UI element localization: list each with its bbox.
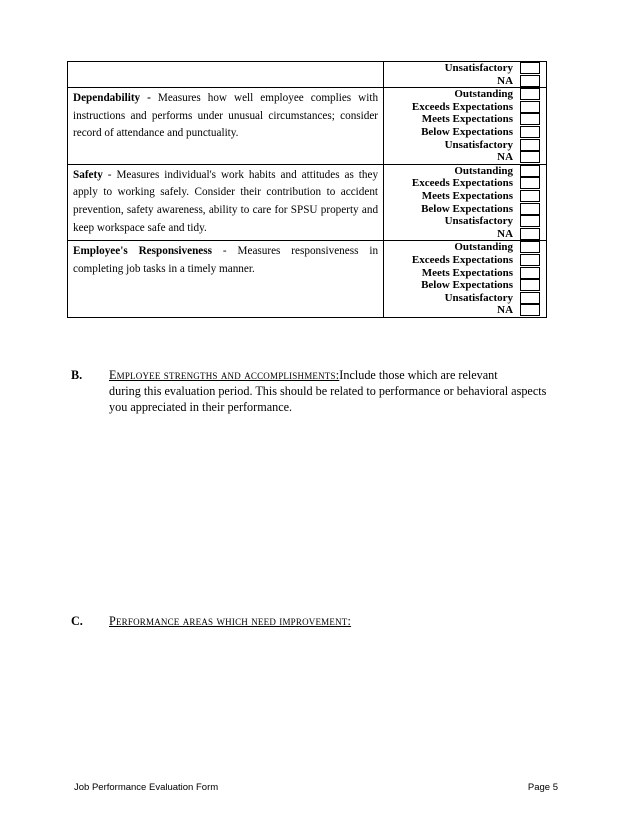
rating-label: Outstanding <box>454 241 514 254</box>
section-title: Employee strengths and accomplishments: <box>109 368 340 382</box>
rating-label: Below Expectations <box>421 279 514 292</box>
rating-label: NA <box>497 74 514 87</box>
rating-label: Meets Expectations <box>421 113 514 126</box>
criterion-cell <box>68 88 384 164</box>
rating-option <box>384 267 546 280</box>
rating-checkbox[interactable] <box>520 88 540 100</box>
criterion-description: - Measures responsiveness in completing job tasks in a timely manner. <box>73 245 379 275</box>
rating-checkbox[interactable] <box>520 304 540 316</box>
footer-left: Job Performance Evaluation Form <box>74 782 219 793</box>
rating-option <box>384 88 546 101</box>
rating-checkbox[interactable] <box>520 203 540 215</box>
rating-checkbox[interactable] <box>520 177 540 189</box>
rating-option <box>384 151 546 164</box>
rating-checkbox[interactable] <box>520 215 540 227</box>
rating-option <box>384 228 546 241</box>
section-letter: C. <box>71 614 83 628</box>
rating-option <box>384 203 546 216</box>
rating-checkbox[interactable] <box>520 254 540 266</box>
rating-option <box>384 241 546 254</box>
rating-label: Unsatisfactory <box>444 62 514 74</box>
rating-label: NA <box>497 227 514 240</box>
footer-page-number: Page 5 <box>527 782 558 793</box>
rating-option <box>384 279 546 292</box>
rating-checkbox[interactable] <box>520 165 540 177</box>
rating-label: Outstanding <box>454 164 514 177</box>
rating-checkbox[interactable] <box>520 126 540 138</box>
rating-label: NA <box>497 151 514 164</box>
rating-option <box>384 113 546 126</box>
section-heading <box>109 614 549 630</box>
rating-label: Below Expectations <box>421 125 514 138</box>
rating-checkbox[interactable] <box>520 101 540 113</box>
rating-label: Exceeds Expectations <box>411 177 514 190</box>
rating-checkbox[interactable] <box>520 113 540 125</box>
rating-option <box>384 177 546 190</box>
rating-checkbox[interactable] <box>520 62 540 74</box>
criterion-description: Measures how well employee complies with instructions and performs under unusual circumstances; consider record of attendance and punctuality. <box>73 92 379 140</box>
criterion-cell <box>68 165 384 241</box>
rating-label: Outstanding <box>454 88 514 101</box>
rating-column <box>384 88 546 164</box>
rating-option <box>384 254 546 267</box>
criterion-cell <box>68 241 384 317</box>
rating-label: Meets Expectations <box>421 266 514 279</box>
improvement-response-area[interactable] <box>109 636 569 776</box>
rating-checkbox[interactable] <box>520 267 540 279</box>
rating-label: Unsatisfactory <box>444 138 514 151</box>
rating-column <box>384 241 546 317</box>
rating-checkbox[interactable] <box>520 75 540 87</box>
criterion-description: - Measures individual's work habits and attitudes as they apply to working safely. Consider their contribution to accident prevention, safety awareness, ability to care for SPSU property and keep workspace safe and tidy. <box>73 168 379 234</box>
rating-option <box>384 62 546 75</box>
section-letter: B. <box>71 368 83 382</box>
criterion-title: Safety <box>73 168 103 181</box>
table-row-top <box>67 61 547 88</box>
rating-option <box>384 292 546 305</box>
criterion-cell-empty <box>68 62 384 87</box>
criterion-title: Employee's Responsiveness <box>73 245 212 258</box>
rating-checkbox[interactable] <box>520 190 540 202</box>
table-row-safety <box>67 165 547 242</box>
strengths-response-area[interactable] <box>109 420 569 605</box>
rating-label: Unsatisfactory <box>444 215 514 228</box>
rating-label: Below Expectations <box>421 202 514 215</box>
rating-option <box>384 165 546 178</box>
rating-option <box>384 126 546 139</box>
criterion-title: Dependability - <box>73 92 151 105</box>
section-body-first: Include those which are relevant <box>339 368 498 382</box>
rating-checkbox[interactable] <box>520 241 540 253</box>
section-heading <box>109 368 549 384</box>
rating-option <box>384 139 546 152</box>
table-row-responsiveness <box>67 241 547 318</box>
rating-checkbox[interactable] <box>520 151 540 163</box>
rating-option <box>384 75 546 88</box>
rating-checkbox[interactable] <box>520 228 540 240</box>
rating-checkbox[interactable] <box>520 279 540 291</box>
rating-option <box>384 304 546 317</box>
rating-label: Exceeds Expectations <box>411 253 514 266</box>
rating-checkbox[interactable] <box>520 292 540 304</box>
rating-column <box>384 62 546 87</box>
rating-label: Meets Expectations <box>421 189 514 202</box>
rating-option <box>384 101 546 114</box>
rating-label: NA <box>497 304 514 317</box>
table-row-dependability <box>67 88 547 165</box>
rating-checkbox[interactable] <box>520 139 540 151</box>
rating-label: Exceeds Expectations <box>411 100 514 113</box>
section-body: during this evaluation period. This should be related to performance or behavioral aspects you appreciated in their performance. <box>109 384 547 414</box>
rating-column <box>384 165 546 241</box>
rating-label: Unsatisfactory <box>444 291 514 304</box>
rating-option <box>384 215 546 228</box>
evaluation-table <box>67 61 547 318</box>
rating-option <box>384 190 546 203</box>
section-title: Performance areas which need improvement: <box>109 614 352 628</box>
